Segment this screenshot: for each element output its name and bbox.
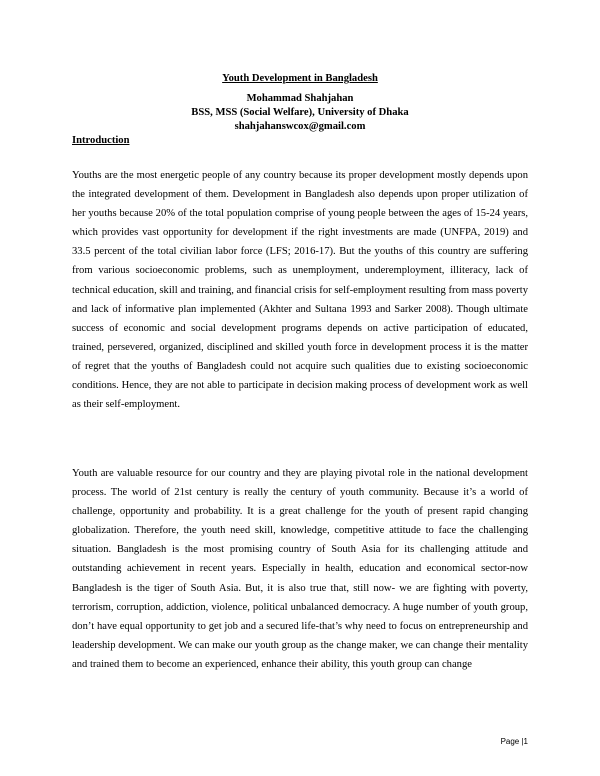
body-paragraph: Youths are the most energetic people of any country because its proper development mostly depends upon the integrated development of them. Development in Bangladesh also depends upon proper utilization of her youths because 20% of the total population comprise of young people between the ages of 15-24 years, which provides vast opportunity for development if the right investments are made (UNFPA, 2019) and 33.5 percent of the total civilian labor force (LFS; 2016-17). But the youths of this country are suffering from various socioeconomic problems, such as unemployment, underemployment, illiteracy, lack of technical education, skill and training, and financial crisis for self-employment resulting from mass poverty and lack of informative plan implemented (Akhter and Sultana 1993 and Sarker 2008). Though ultimate success of economic and social development programs depends on active participation of educated, trained, persevered, organized, disciplined and skilled youth force in development process it is the matter of regret that the youths of Bangladesh could not acquire such qualities due to existing socioeconomic conditions. Hence, they are not able to participate in decision making process of development work as well as their self-employment.	[72, 170, 528, 411]
author-name: Mohammad Shahjahan	[246, 93, 354, 104]
page-number: Page |1	[500, 737, 528, 746]
document-title: Youth Development in Bangladesh	[222, 73, 378, 84]
author-degree: BSS, MSS (Social Welfare), University of Dhaka	[191, 107, 409, 118]
body-paragraph: Youth are valuable resource for our country and they are playing pivotal role in the national development process. The world of 21st century is really the century of youth community. Because it’s a world of challenge, opportunity and probability. It is a great challenge for the youth of present rapid changing globalization. Therefore, the youth need skill, knowledge, competitive attitude to face the challenging situation. Bangladesh is the most promising country of South Asia for its challenging attitude and outstanding achievement in recent years. Especially in health, education and economical sector-now Bangladesh is the tiger of South Asia. But, it is also true that, still now- we are fighting with poverty, terrorism, corruption, addiction, violence, political unbalanced democracy. A huge number of youth group, don’t have equal opportunity to get job and a secured life-that’s why need to focus on entrepreneurship and leadership development. We can make our youth group as the change maker, we can change their mentality and trained them to become an experienced, enhance their ability, this youth group can change	[72, 468, 528, 670]
section-heading: Introduction	[72, 135, 130, 146]
author-email: shahjahanswcox@gmail.com	[234, 121, 366, 132]
